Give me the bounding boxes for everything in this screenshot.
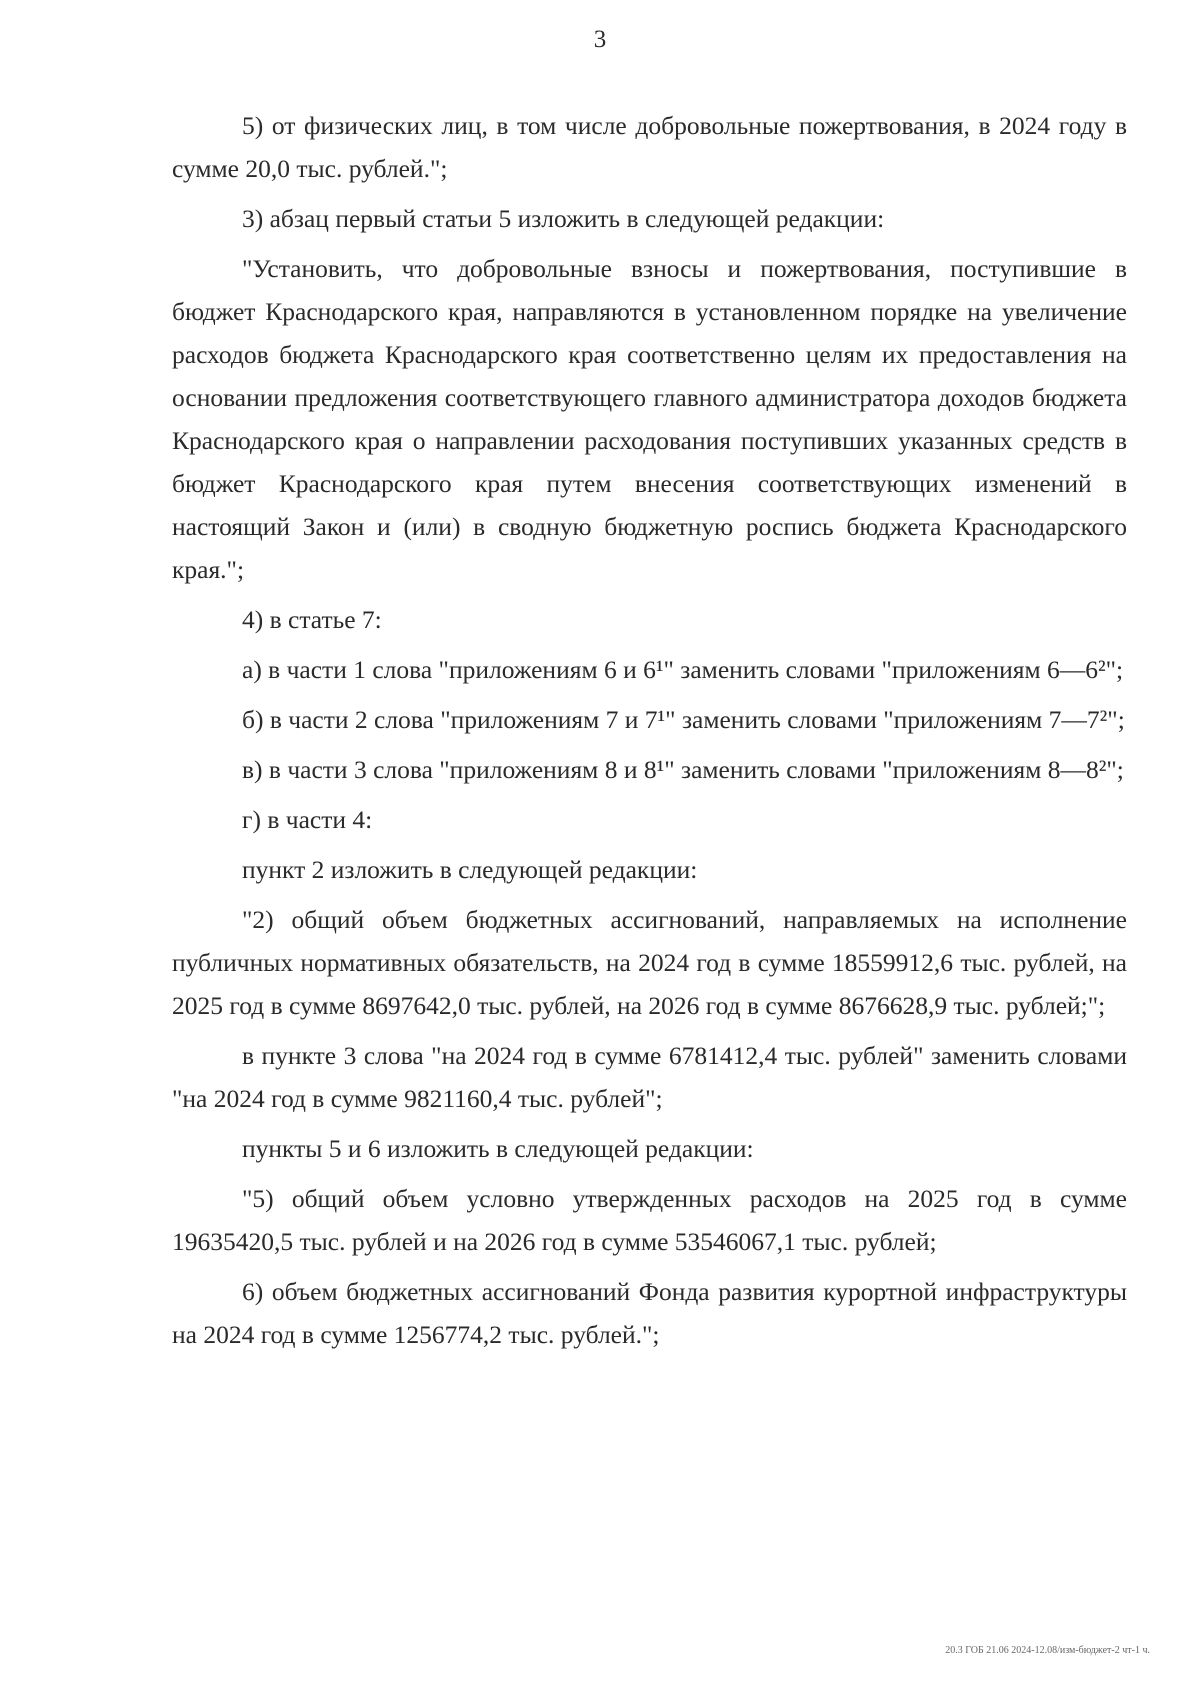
paragraph: "2) общий объем бюджетных ассигнований, направляемых на исполнение публичных нормативных обязательств, на 2024 год в сумме 18559912,6 тыс. рублей, на 2025 год в сумме 8697642,0 тыс. рублей, на 2026 год в сумме 8676628,9 тыс. рублей;"; bbox=[172, 905, 1127, 1020]
paragraph: 5) от физических лиц, в том числе добровольные пожертвования, в 2024 году в сумме 20,0 тыс. рублей."; bbox=[172, 111, 1127, 183]
paragraph: в пункте 3 слова "на 2024 год в сумме 6781412,4 тыс. рублей" заменить словами "на 2024 год в сумме 9821160,4 тыс. рублей"; bbox=[172, 1041, 1127, 1113]
paragraph: г) в части 4: bbox=[242, 805, 373, 834]
paragraph: б) в части 2 слова "приложениям 7 и 7¹" заменить словами "приложениям 7—7²"; bbox=[242, 705, 1125, 734]
paragraph: пункт 2 изложить в следующей редакции: bbox=[242, 855, 698, 884]
page-number: 3 bbox=[593, 26, 607, 53]
paragraph: пункты 5 и 6 изложить в следующей редакции: bbox=[242, 1134, 754, 1163]
footer-code: 20.3 ГОБ 21.06 2024-12.08/изм-бюджет-2 чт-1 ч. bbox=[945, 1645, 1150, 1656]
paragraph: "Установить, что добровольные взносы и пожертвования, поступившие в бюджет Краснодарского края, направляются в установленном порядке на увеличение расходов бюджета Краснодарского края соответственно целям их предоставления на основании предложения соответствующего главного администратора доходов бюджета Краснодарского края о направлении расходования поступивших указанных средств в бюджет Краснодарского края путем внесения соответствующих изменений в настоящий Закон и (или) в сводную бюджетную роспись бюджета Краснодарского края."; bbox=[172, 254, 1127, 584]
paragraph: 4) в статье 7: bbox=[242, 605, 382, 634]
paragraph: 3) абзац первый статьи 5 изложить в следующей редакции: bbox=[242, 204, 885, 233]
paragraph: а) в части 1 слова "приложениям 6 и 6¹" заменить словами "приложениям 6—6²"; bbox=[242, 655, 1124, 684]
paragraph: "5) общий объем условно утвержденных расходов на 2025 год в сумме 19635420,5 тыс. рублей и на 2026 год в сумме 53546067,1 тыс. рублей; bbox=[172, 1184, 1127, 1256]
paragraph: 6) объем бюджетных ассигнований Фонда развития курортной инфраструктуры на 2024 год в сумме 1256774,2 тыс. рублей."; bbox=[172, 1277, 1127, 1349]
paragraph: в) в части 3 слова "приложениям 8 и 8¹" заменить словами "приложениям 8—8²"; bbox=[242, 755, 1124, 784]
document-body bbox=[172, 104, 1127, 1356]
